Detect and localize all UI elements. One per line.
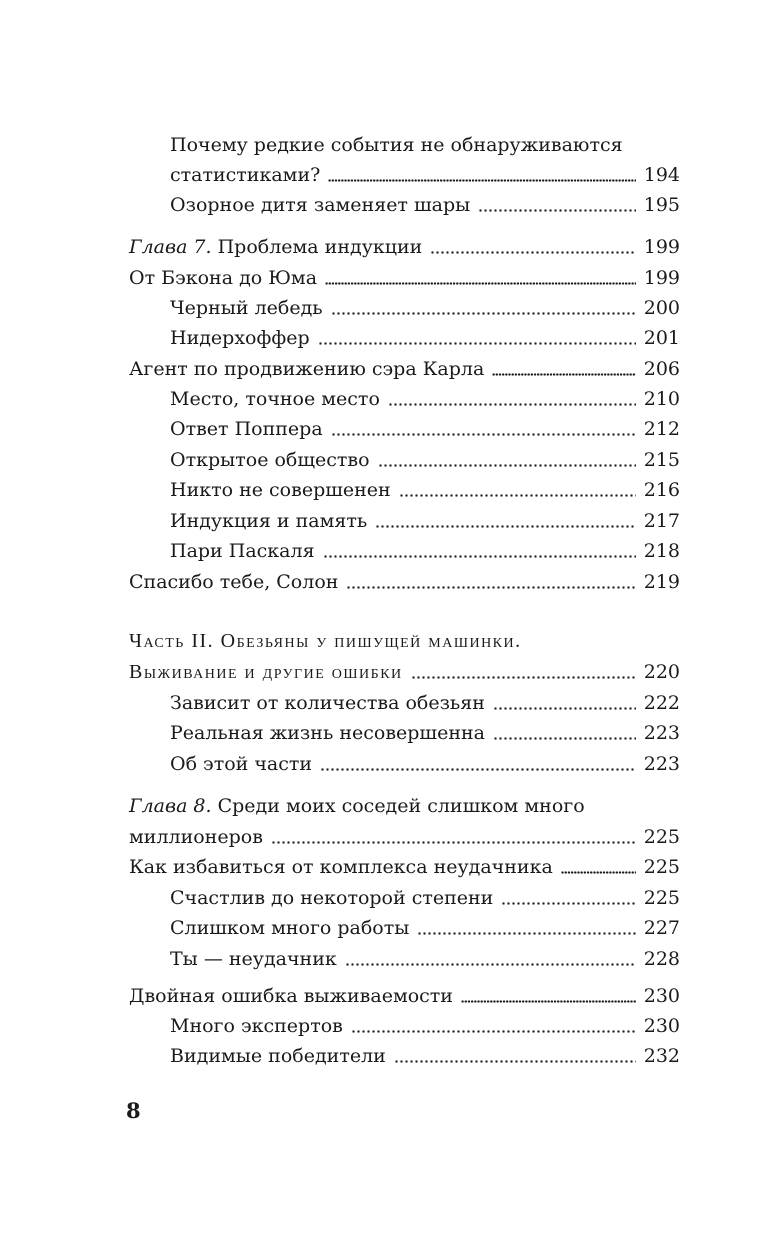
chapter-label: Глава 7.	[129, 236, 212, 258]
toc-entry[interactable]	[170, 883, 680, 913]
chapter-title: Среди моих соседей слишком много	[217, 795, 585, 817]
toc-entry-title: Индукция и память	[170, 510, 368, 532]
toc-page-number: 212	[643, 418, 680, 440]
toc-chapter-entry[interactable]	[129, 232, 680, 262]
toc-page-number: 223	[643, 753, 680, 775]
toc-entry-title: Зависит от количества обезьян	[170, 692, 485, 714]
dot-leader	[417, 932, 635, 935]
toc-chapter-heading	[129, 791, 585, 821]
toc-page-number: 230	[643, 985, 680, 1007]
dot-leader	[411, 676, 636, 679]
toc-entry[interactable]	[170, 536, 680, 566]
toc-page-number: 210	[643, 388, 680, 410]
toc-entry[interactable]	[170, 688, 680, 718]
dot-leader	[430, 251, 635, 254]
dot-leader	[323, 555, 636, 558]
dot-leader	[318, 342, 636, 345]
toc-entry[interactable]	[129, 981, 680, 1011]
dot-leader	[328, 179, 635, 182]
toc-entry[interactable]	[170, 506, 680, 536]
toc-entry-title: Открытое общество	[170, 449, 370, 471]
toc-page-number: 206	[643, 358, 680, 380]
toc-entry-title: Счастлив до некоторой степени	[170, 887, 494, 909]
toc-entry-title: От Бэкона до Юма	[129, 267, 318, 289]
page-number-folio: 8	[126, 1098, 141, 1123]
toc-entry-title: статистиками?	[170, 164, 321, 186]
toc-entry-title: Ты — неудачник	[170, 948, 337, 970]
dot-leader	[493, 707, 636, 710]
toc-entry[interactable]	[170, 384, 680, 414]
toc-entry[interactable]	[129, 263, 680, 293]
part-heading-title: Часть II. Обезьяны у пишущей машинки.	[129, 630, 522, 652]
toc-entry-text	[170, 130, 623, 160]
toc-entry[interactable]	[129, 567, 680, 597]
dot-leader	[501, 902, 635, 905]
toc-page-number: 220	[643, 661, 680, 683]
dot-leader	[325, 282, 636, 285]
toc-page-number: 225	[643, 887, 680, 909]
toc-entry[interactable]	[129, 852, 680, 882]
toc-entry[interactable]	[170, 293, 680, 323]
toc-entry-title: миллионеров	[129, 826, 263, 848]
toc-entry[interactable]	[170, 323, 680, 353]
toc-entry-title: Спасибо тебе, Солон	[129, 571, 339, 593]
toc-entry[interactable]	[170, 190, 680, 220]
dot-leader	[492, 373, 635, 376]
dot-leader	[351, 1030, 636, 1033]
dot-leader	[345, 963, 636, 966]
dot-leader	[388, 403, 636, 406]
toc-entry-title: Место, точное место	[170, 388, 380, 410]
dot-leader	[399, 494, 636, 497]
toc-entry-title: Видимые победители	[170, 1045, 386, 1067]
toc-entry-title: Выживание и другие ошибки	[129, 661, 403, 683]
dot-leader	[378, 464, 636, 467]
toc-entry-title: Ответ Поппера	[170, 418, 323, 440]
toc-page-number: 228	[643, 948, 680, 970]
toc-entry-title: Слишком много работы	[170, 917, 410, 939]
toc-page-number: 218	[643, 540, 680, 562]
toc-page-number: 222	[643, 692, 680, 714]
toc-page-number: 219	[643, 571, 680, 593]
toc-page-number: 199	[643, 236, 680, 258]
dot-leader	[346, 586, 635, 589]
toc-entry-title: Реальная жизнь несовершенна	[170, 722, 485, 744]
toc-entry[interactable]	[170, 414, 680, 444]
toc-page-number: 199	[643, 267, 680, 289]
toc-entry-title: Нидерхоффер	[170, 327, 310, 349]
dot-leader	[271, 841, 636, 844]
toc-page-number: 227	[643, 917, 680, 939]
toc-page-number: 230	[643, 1015, 680, 1037]
toc-entry[interactable]	[170, 1041, 680, 1071]
toc-entry[interactable]	[170, 475, 680, 505]
toc-page-number: 200	[643, 297, 680, 319]
dot-leader	[331, 312, 636, 315]
toc-entry[interactable]	[129, 657, 680, 687]
dot-leader	[320, 768, 636, 771]
toc-entry-title: Как избавиться от комплекса неудачника	[129, 856, 553, 878]
dot-leader	[394, 1060, 636, 1063]
dot-leader	[375, 525, 636, 528]
chapter-title: Проблема индукции	[217, 236, 423, 258]
toc-entry-title: Много экспертов	[170, 1015, 343, 1037]
toc-entry-title: Почему редкие события не обнаруживаются	[170, 134, 623, 156]
toc-entry[interactable]	[170, 718, 680, 748]
toc-entry-title: Пари Паскаля	[170, 540, 315, 562]
toc-entry[interactable]	[170, 160, 680, 190]
dot-leader	[331, 433, 636, 436]
toc-page-number: 232	[643, 1045, 680, 1067]
chapter-label: Глава 8.	[129, 795, 212, 817]
dot-leader	[478, 209, 635, 212]
toc-entry[interactable]	[170, 445, 680, 475]
toc-entry-title: Об этой части	[170, 753, 313, 775]
toc-entry-title: Черный лебедь	[170, 297, 323, 319]
dot-leader	[493, 737, 636, 740]
toc-page-number: 217	[643, 510, 680, 532]
toc-page-number: 201	[643, 327, 680, 349]
toc-page-number: 225	[643, 826, 680, 848]
toc-entry[interactable]	[170, 1011, 680, 1041]
toc-entry-title: Двойная ошибка выживаемости	[129, 985, 453, 1007]
toc-page-number: 195	[643, 194, 680, 216]
toc-entry[interactable]	[170, 913, 680, 943]
toc-page-number: 194	[643, 164, 680, 186]
toc-entry[interactable]	[170, 944, 680, 974]
toc-page-number: 216	[643, 479, 680, 501]
toc-entry-title	[129, 232, 422, 262]
toc-entry[interactable]	[170, 749, 680, 779]
dot-leader	[461, 1000, 636, 1003]
part-heading	[129, 626, 522, 656]
toc-entry-title: Никто не совершенен	[170, 479, 391, 501]
toc-entry-title: Агент по продвижению сэра Карла	[129, 358, 485, 380]
toc-entry[interactable]	[129, 354, 680, 384]
toc-page-number: 225	[643, 856, 680, 878]
dot-leader	[561, 871, 636, 874]
toc-page-number: 215	[643, 449, 680, 471]
toc-entry[interactable]	[129, 822, 680, 852]
toc-page-number: 223	[643, 722, 680, 744]
toc-entry-title: Озорное дитя заменяет шары	[170, 194, 471, 216]
